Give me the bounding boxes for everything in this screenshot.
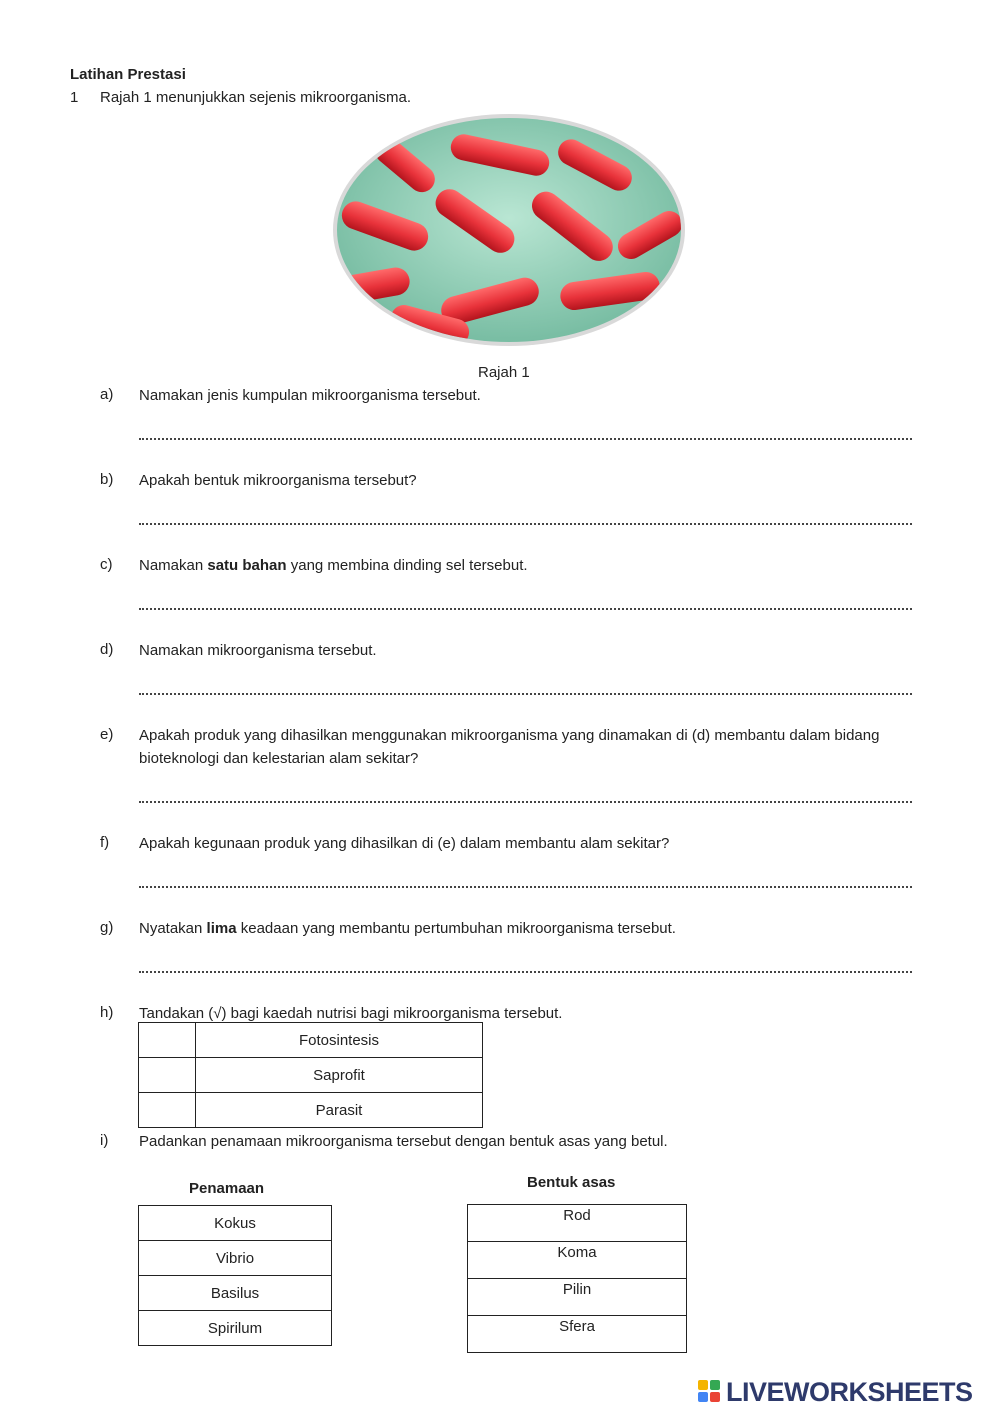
question-c-pre: Namakan (139, 557, 208, 574)
table-row (139, 1311, 332, 1346)
answer-line-b[interactable] (139, 523, 912, 525)
question-number: 1 (70, 89, 79, 106)
question-f-letter: f) (100, 834, 110, 851)
table-row (139, 1206, 332, 1241)
table-row (468, 1205, 687, 1242)
question-e-text: Apakah produk yang dihasilkan menggunakan mikroorganisma yang dinamakan di (d) membantu dalam bidang bioteknologi dan kelestarian alam sekitar? (139, 727, 880, 767)
answer-line-g[interactable] (139, 971, 912, 973)
tick-box-parasit[interactable] (139, 1093, 196, 1128)
table-row (139, 1276, 332, 1311)
table-row (139, 1093, 483, 1128)
question-b-text: Apakah bentuk mikroorganisma tersebut? (139, 472, 417, 489)
answer-line-a[interactable] (139, 438, 912, 440)
answer-line-d[interactable] (139, 693, 912, 695)
question-f-text: Apakah kegunaan produk yang dihasilkan di (e) dalam membantu alam sekitar? (139, 835, 670, 852)
question-e-letter: e) (100, 726, 114, 743)
question-c-text (139, 554, 899, 577)
shapes-column-header: Bentuk asas (527, 1174, 616, 1191)
question-g-text (139, 917, 899, 940)
liveworksheets-logo-icon (698, 1380, 722, 1404)
names-column-header: Penamaan (189, 1180, 265, 1197)
question-b-letter: b) (100, 471, 114, 488)
question-h-letter: h) (100, 1004, 114, 1021)
nutrition-table (138, 1022, 483, 1128)
brand-name: LIVEWORKSHEETS (726, 1376, 973, 1407)
shape-cell[interactable]: Koma (468, 1242, 687, 1279)
question-h-text: Tandakan (√) bagi kaedah nutrisi bagi mikroorganisma tersebut. (139, 1005, 563, 1022)
name-cell[interactable]: Vibrio (139, 1241, 332, 1276)
name-cell[interactable]: Kokus (139, 1206, 332, 1241)
worksheet-title: Latihan Prestasi (70, 66, 186, 83)
question-g-bold: lima (206, 920, 237, 937)
table-row (139, 1241, 332, 1276)
names-table (138, 1205, 332, 1346)
name-cell[interactable]: Spirilum (139, 1311, 332, 1346)
question-i-letter: i) (100, 1132, 109, 1149)
shape-cell[interactable]: Rod (468, 1205, 687, 1242)
question-g-post: keadaan yang membantu pertumbuhan mikroorganisma tersebut. (236, 920, 676, 937)
question-d-letter: d) (100, 641, 114, 658)
question-a-letter: a) (100, 386, 114, 403)
table-row (139, 1023, 483, 1058)
tick-box-saprofit[interactable] (139, 1058, 196, 1093)
nutrition-option: Fotosintesis (196, 1023, 483, 1058)
question-g-letter: g) (100, 919, 114, 936)
answer-line-c[interactable] (139, 608, 912, 610)
question-i-text: Padankan penamaan mikroorganisma tersebut dengan bentuk asas yang betul. (139, 1133, 668, 1150)
question-c-letter: c) (100, 556, 113, 573)
question-c-post: yang membina dinding sel tersebut. (286, 557, 528, 574)
table-row (468, 1242, 687, 1279)
name-cell[interactable]: Basilus (139, 1276, 332, 1311)
shape-cell[interactable]: Sfera (468, 1316, 687, 1353)
tick-box-fotosintesis[interactable] (139, 1023, 196, 1058)
table-row (139, 1058, 483, 1093)
table-row (468, 1316, 687, 1353)
nutrition-option: Parasit (196, 1093, 483, 1128)
answer-line-f[interactable] (139, 886, 912, 888)
shapes-table (467, 1204, 687, 1353)
question-c-bold: satu bahan (207, 557, 287, 574)
nutrition-option: Saprofit (196, 1058, 483, 1093)
question-g-pre: Nyatakan (139, 920, 207, 937)
question-a-text: Namakan jenis kumpulan mikroorganisma tersebut. (139, 387, 481, 404)
bacteria-image (330, 112, 688, 348)
question-intro: Rajah 1 menunjukkan sejenis mikroorganisma. (100, 89, 411, 106)
figure-caption: Rajah 1 (478, 364, 530, 381)
question-d-text: Namakan mikroorganisma tersebut. (139, 642, 377, 659)
answer-line-e[interactable] (139, 801, 912, 803)
liveworksheets-logo (698, 1377, 973, 1407)
shape-cell[interactable]: Pilin (468, 1279, 687, 1316)
table-row (468, 1279, 687, 1316)
